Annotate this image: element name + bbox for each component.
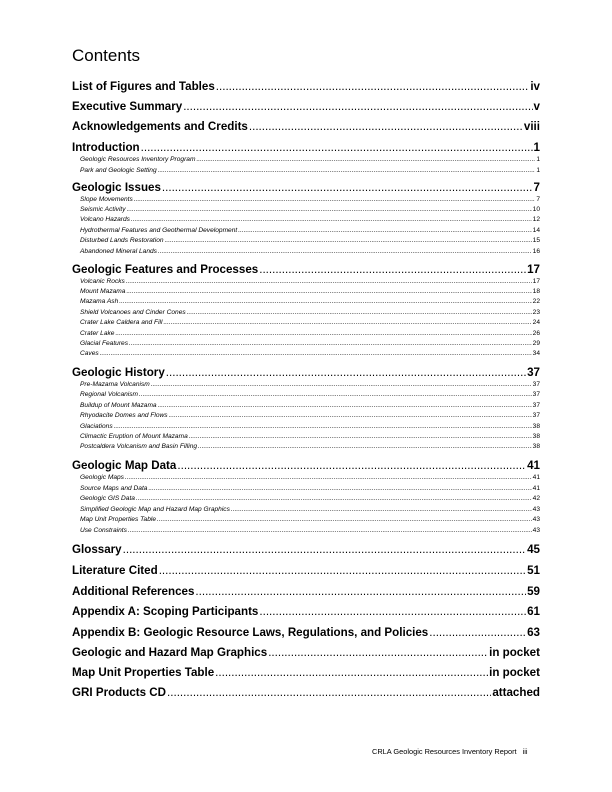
toc-entry-page: 1 [536, 167, 540, 174]
toc-entry-label: Glaciations [80, 423, 113, 430]
dot-leader [187, 309, 532, 316]
toc-entry-label: Mount Mazama [80, 288, 126, 295]
toc-entry-label: Geologic GIS Data [80, 495, 135, 502]
toc-entry-page: 29 [532, 340, 540, 347]
toc-entry-label: Hydrothermal Features and Geothermal Development [80, 227, 238, 234]
dot-leader [125, 474, 532, 481]
toc-entry-label: Mazama Ash [80, 298, 119, 305]
toc-entry-page: 37 [532, 402, 540, 409]
toc-entry-page: 16 [532, 248, 540, 255]
footer-page-number: iii [522, 747, 528, 756]
dot-leader [114, 423, 532, 430]
toc-entry[interactable] [72, 543, 540, 556]
toc-entry[interactable] [72, 141, 540, 154]
dot-leader [134, 196, 536, 203]
toc-entry-page: 34 [532, 350, 540, 357]
toc-entry-label: Abandoned Mineral Lands [80, 248, 157, 255]
toc-entry-label: Geologic and Hazard Map Graphics [72, 646, 268, 659]
toc-entry-label: Map Unit Properties Table [72, 666, 215, 679]
toc-entry-label: Seismic Activity [80, 206, 126, 213]
toc-entry-page: 42 [532, 495, 540, 502]
toc-entry-label: Shield Volcanoes and Cinder Cones [80, 309, 186, 316]
toc-entry-label: Geologic Map Data [72, 459, 177, 472]
toc-entry[interactable] [72, 120, 540, 133]
toc-entry-label: Regional Volcanism [80, 391, 139, 398]
toc-entry-page: 45 [527, 543, 540, 556]
toc-entry-label: Source Maps and Data [80, 485, 148, 492]
toc-entry-label: Executive Summary [72, 100, 183, 113]
toc-entry-page: 43 [532, 527, 540, 534]
toc-entry-label: GRI Products CD [72, 686, 167, 699]
toc-subentry[interactable] [72, 227, 540, 234]
toc-entry-page: 23 [532, 309, 540, 316]
toc-entry-label: Postcaldera Volcanism and Basin Filling [80, 443, 198, 450]
toc-entry-page: 43 [532, 506, 540, 513]
dot-leader [126, 288, 531, 295]
dot-leader [141, 141, 533, 154]
toc-subentry[interactable] [72, 391, 540, 398]
toc-entry-page: 37 [532, 391, 540, 398]
dot-leader [129, 340, 532, 347]
toc-subentry[interactable] [72, 156, 540, 163]
toc-entry-label: Geologic Issues [72, 181, 161, 194]
toc-subentry[interactable] [72, 506, 540, 513]
toc-entry-page: 1 [533, 141, 540, 154]
toc-subentry[interactable] [72, 412, 540, 419]
toc-subentry[interactable] [72, 350, 540, 357]
toc-entry-page: 43 [532, 516, 540, 523]
dot-leader [259, 263, 526, 276]
toc-entry-label: Rhyodacite Domes and Flows [80, 412, 168, 419]
toc-subentry[interactable] [72, 433, 540, 440]
toc-entry-page: 26 [532, 330, 540, 337]
toc-entry-label: Crater Lake Caldera and Fill [80, 319, 163, 326]
toc-entry-label: Simplified Geologic Map and Hazard Map Graphics [80, 506, 230, 513]
toc-entry-page: 41 [532, 474, 540, 481]
toc-entry-label: Introduction [72, 141, 140, 154]
toc-entry-page: in pocket [489, 666, 540, 679]
page-footer [372, 747, 528, 756]
toc-entry[interactable] [72, 366, 540, 379]
dot-leader [163, 319, 531, 326]
dot-leader [136, 495, 532, 502]
toc-subentry[interactable] [72, 288, 540, 295]
toc-entry-page: 37 [527, 366, 540, 379]
dot-leader [216, 80, 530, 93]
toc-entry-page: attached [492, 686, 540, 699]
toc-subentry[interactable] [72, 330, 540, 337]
toc-entry-page: 7 [536, 196, 540, 203]
toc-entry-label: Use Constraints [80, 527, 127, 534]
toc-subentry[interactable] [72, 248, 540, 255]
dot-leader [157, 516, 532, 523]
toc-entry-page: viii [523, 120, 540, 133]
dot-leader [158, 167, 536, 174]
dot-leader [169, 412, 532, 419]
toc-subentry[interactable] [72, 423, 540, 430]
dot-leader [196, 156, 535, 163]
dot-leader [167, 686, 491, 699]
dot-leader [151, 381, 532, 388]
dot-leader [429, 626, 526, 639]
toc-entry-label: Glacial Features [80, 340, 129, 347]
toc-subentry[interactable] [72, 196, 540, 203]
dot-leader [215, 666, 488, 679]
toc-subentry[interactable] [72, 474, 540, 481]
dot-leader [198, 443, 532, 450]
dot-leader [231, 506, 532, 513]
toc-entry-page: 41 [527, 459, 540, 472]
toc-subentry[interactable] [72, 516, 540, 523]
toc-entry-label: Appendix B: Geologic Resource Laws, Regulations, and Policies [72, 626, 429, 639]
toc-entry-label: Park and Geologic Setting [80, 167, 157, 174]
toc-entry[interactable] [72, 80, 540, 93]
toc-subentry[interactable] [72, 443, 540, 450]
dot-leader [268, 646, 488, 659]
dot-leader [238, 227, 531, 234]
toc-entry[interactable] [72, 605, 540, 618]
toc-subentry[interactable] [72, 278, 540, 285]
toc-entry-page: 24 [532, 319, 540, 326]
toc-subentry[interactable] [72, 216, 540, 223]
toc-entry-page: 59 [527, 585, 540, 598]
toc-entry-page: 38 [532, 433, 540, 440]
toc-entry-page: 7 [533, 181, 540, 194]
dot-leader [127, 206, 532, 213]
toc-entry-label: Volcano Hazards [80, 216, 130, 223]
toc-entry-page: 37 [532, 412, 540, 419]
toc-entry-label: Acknowledgements and Credits [72, 120, 248, 133]
toc-entry-label: Crater Lake [80, 330, 115, 337]
page-title: Contents [72, 46, 141, 65]
dot-leader [100, 350, 532, 357]
toc-entry-page: 41 [532, 485, 540, 492]
toc-entry[interactable] [72, 626, 540, 639]
footer-report-title: CRLA Geologic Resources Inventory Report [372, 747, 517, 756]
toc-entry-label: Additional References [72, 585, 195, 598]
toc-subentry[interactable] [72, 402, 540, 409]
dot-leader [249, 120, 523, 133]
dot-leader [166, 366, 526, 379]
dot-leader [177, 459, 526, 472]
toc-entry[interactable] [72, 181, 540, 194]
dot-leader [183, 100, 532, 113]
toc-subentry[interactable] [72, 527, 540, 534]
toc-subentry[interactable] [72, 298, 540, 305]
dot-leader [165, 237, 532, 244]
toc-subentry[interactable] [72, 340, 540, 347]
toc-entry-page: 17 [532, 278, 540, 285]
dot-leader [139, 391, 532, 398]
toc-entry-page: 18 [532, 288, 540, 295]
dot-leader [119, 298, 531, 305]
dot-leader [195, 585, 526, 598]
toc-entry[interactable] [72, 263, 540, 276]
toc-entry[interactable] [72, 100, 540, 113]
toc-entry-label: Caves [80, 350, 99, 357]
dot-leader [126, 278, 532, 285]
toc-entry-page: in pocket [489, 646, 540, 659]
toc-entry[interactable] [72, 646, 540, 659]
toc-entry-page: 10 [532, 206, 540, 213]
toc-entry-page: 63 [527, 626, 540, 639]
toc-entry-page: 15 [532, 237, 540, 244]
toc-entry-label: Climactic Eruption of Mount Mazama [80, 433, 188, 440]
dot-leader [148, 485, 531, 492]
toc-entry-page: v [533, 100, 540, 113]
toc-entry-label: Geologic Features and Processes [72, 263, 259, 276]
dot-leader [128, 527, 532, 534]
dot-leader [158, 248, 532, 255]
toc-entry-label: Glossary [72, 543, 122, 556]
dot-leader [159, 564, 526, 577]
dot-leader [189, 433, 532, 440]
toc-entry-page: 17 [527, 263, 540, 276]
toc-entry-page: 38 [532, 423, 540, 430]
toc-entry[interactable] [72, 564, 540, 577]
toc-entry-page: iv [530, 80, 540, 93]
toc-subentry[interactable] [72, 485, 540, 492]
toc-entry[interactable] [72, 585, 540, 598]
toc-entry-label: Map Unit Properties Table [80, 516, 156, 523]
toc-entry-label: Geologic Resources Inventory Program [80, 156, 196, 163]
toc-entry-label: Buildup of Mount Mazama [80, 402, 157, 409]
toc-entry-label: Pre-Mazama Volcanism [80, 381, 150, 388]
toc-entry-page: 22 [532, 298, 540, 305]
toc-subentry[interactable] [72, 381, 540, 388]
toc-entry-label: Volcanic Rocks [80, 278, 125, 285]
dot-leader [259, 605, 526, 618]
toc-entry-label: Appendix A: Scoping Participants [72, 605, 259, 618]
dot-leader [131, 216, 532, 223]
toc-entry-label: Literature Cited [72, 564, 158, 577]
toc-entry[interactable] [72, 459, 540, 472]
toc-entry[interactable] [72, 666, 540, 679]
toc-subentry[interactable] [72, 495, 540, 502]
dot-leader [158, 402, 532, 409]
toc-entry-label: Geologic History [72, 366, 165, 379]
toc-subentry[interactable] [72, 237, 540, 244]
toc-subentry[interactable] [72, 309, 540, 316]
toc-entry-page: 38 [532, 443, 540, 450]
toc-entry-page: 14 [532, 227, 540, 234]
toc-entry-label: Slope Movements [80, 196, 133, 203]
toc-subentry[interactable] [72, 206, 540, 213]
toc-entry-label: Geologic Maps [80, 474, 124, 481]
toc-entry-page: 51 [527, 564, 540, 577]
toc-entry-page: 1 [536, 156, 540, 163]
toc-entry[interactable] [72, 686, 540, 699]
toc-entry-page: 61 [527, 605, 540, 618]
toc-subentry[interactable] [72, 319, 540, 326]
dot-leader [162, 181, 533, 194]
toc-entry-page: 37 [532, 381, 540, 388]
dot-leader [115, 330, 531, 337]
toc-entry-label: List of Figures and Tables [72, 80, 215, 93]
toc-subentry[interactable] [72, 167, 540, 174]
dot-leader [123, 543, 526, 556]
toc-entry-label: Disturbed Lands Restoration [80, 237, 164, 244]
toc-entry-page: 12 [532, 216, 540, 223]
